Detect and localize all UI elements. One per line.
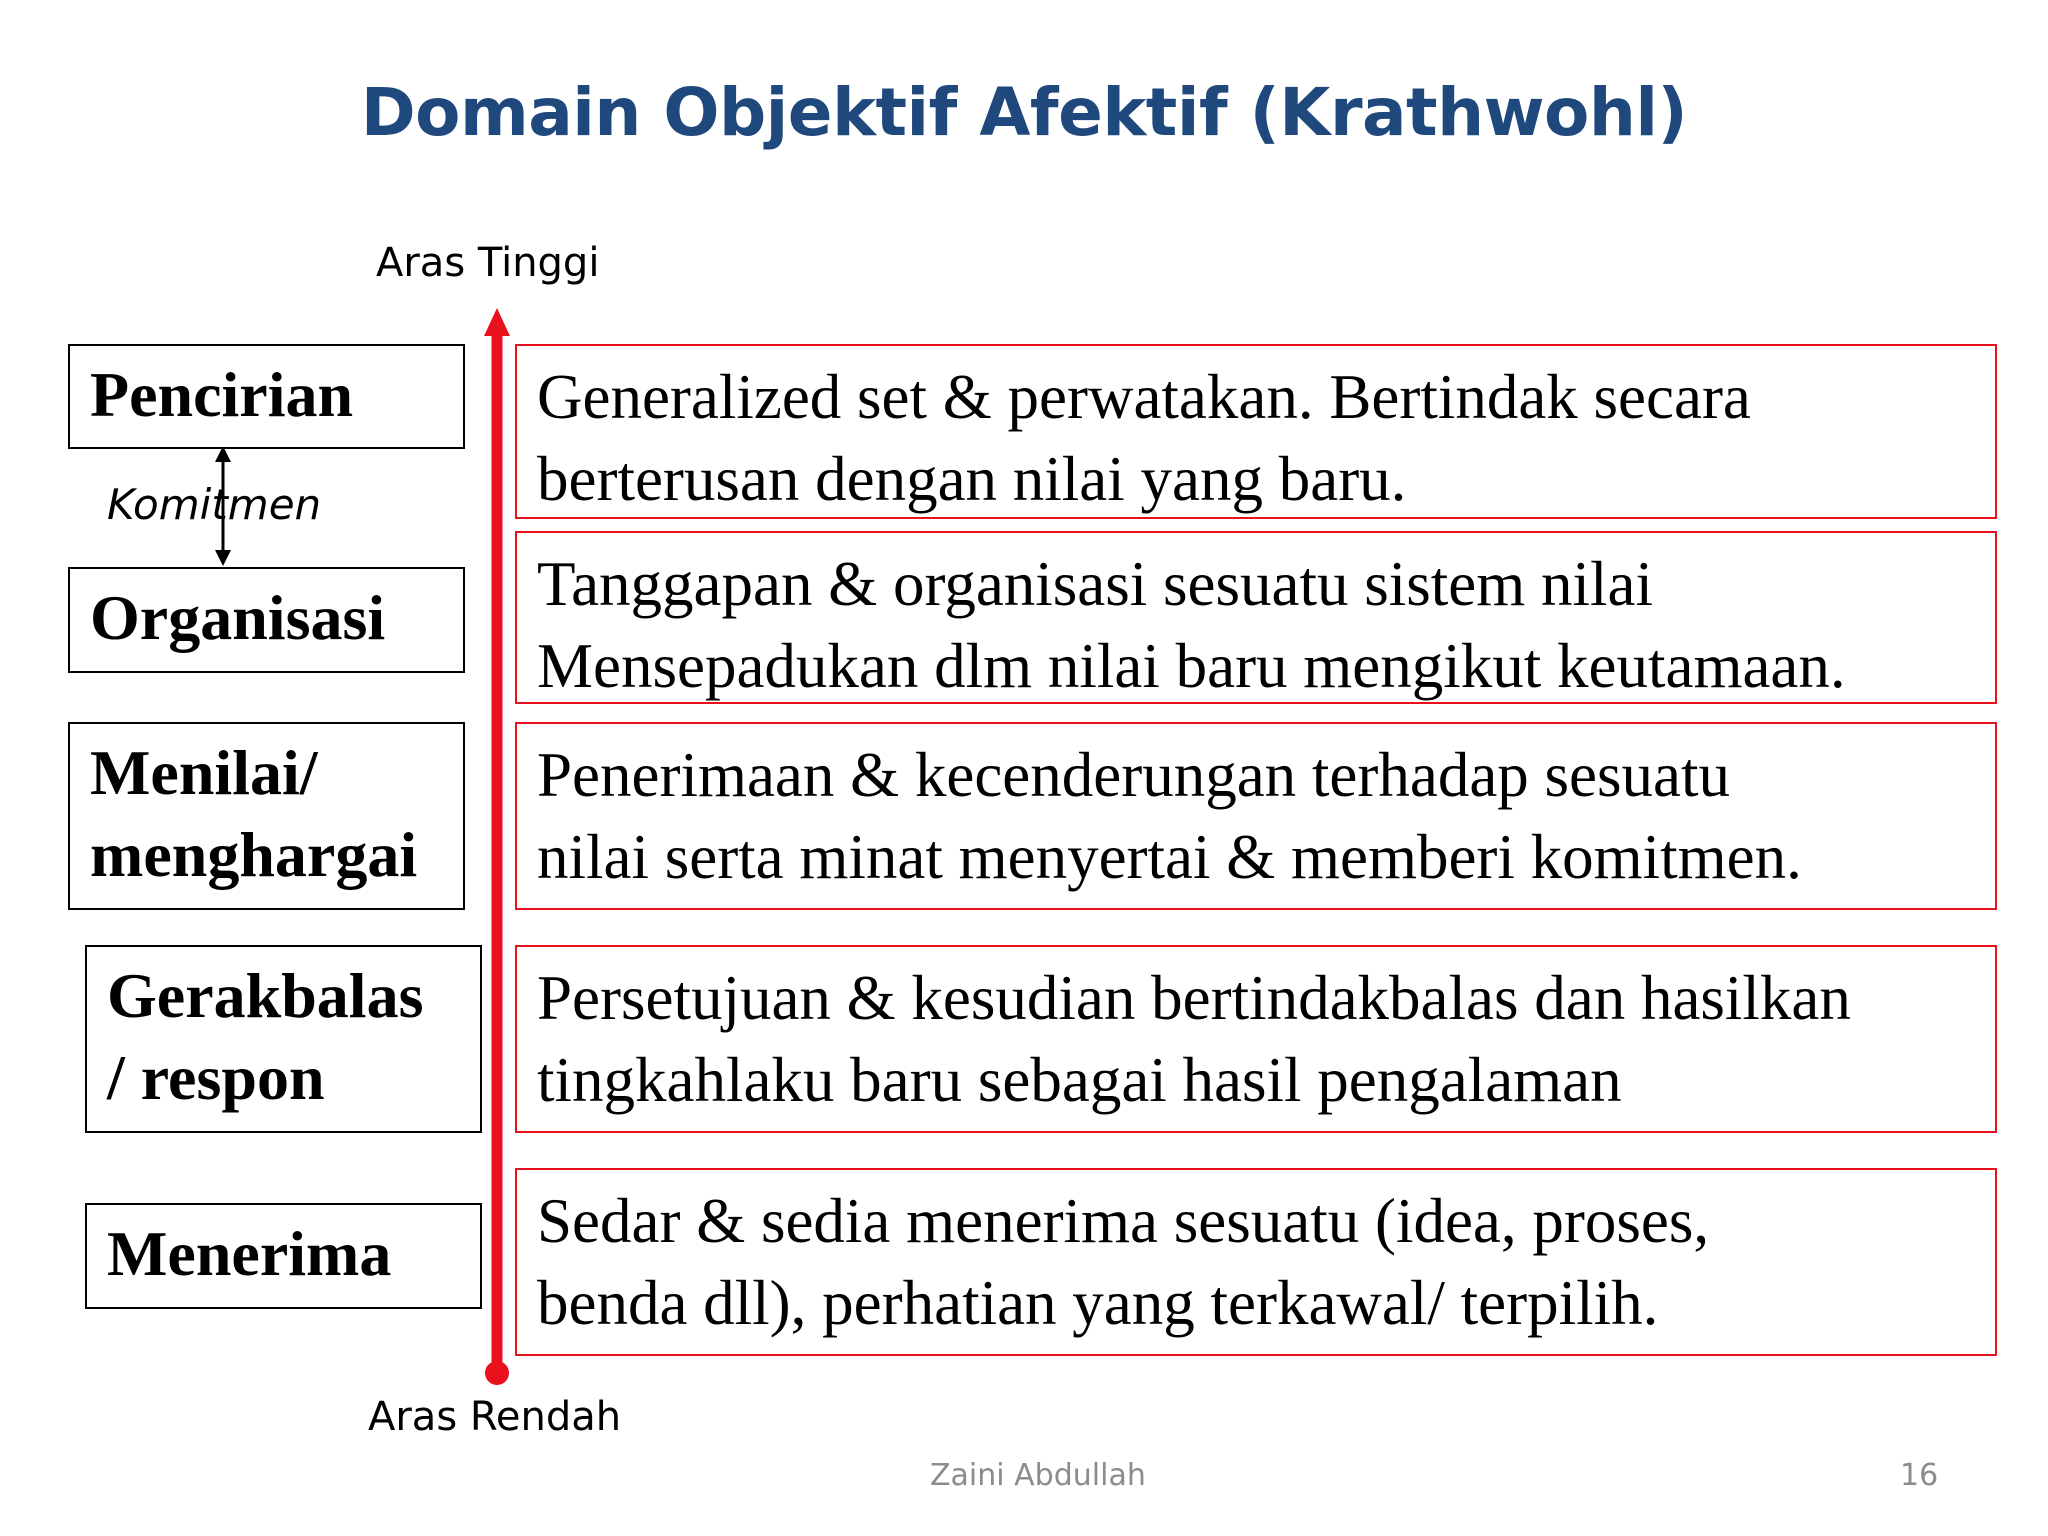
level-name-line-1: Menilai/ (90, 737, 318, 808)
slide-title: Domain Objektif Afektif (Krathwohl) (360, 74, 1688, 151)
level-box-menilai (68, 722, 465, 910)
desc-box-menilai (515, 722, 1997, 910)
level-name-line-2: / respon (107, 1042, 325, 1113)
axis-top-label: Aras Tinggi (376, 240, 600, 286)
level-name: Pencirian (90, 359, 354, 430)
axis-bottom-label: Aras Rendah (368, 1394, 622, 1440)
desc-line-1: Penerimaan & kecenderungan terhadap sesuatu (537, 740, 1731, 810)
level-name-line-1: Gerakbalas (107, 960, 424, 1031)
arrow-head-icon (484, 308, 510, 336)
komitmen-label: Komitmen (107, 480, 322, 529)
desc-line-2: tingkahlaku baru sebagai hasil pengalaman (537, 1045, 1622, 1115)
level-box-menerima (85, 1203, 482, 1309)
desc-line-2: Mensepadukan dlm nilai baru mengikut keutamaan. (537, 631, 1846, 701)
level-name: Organisasi (90, 582, 386, 653)
desc-line-1: Sedar & sedia menerima sesuatu (idea, proses, (537, 1186, 1710, 1256)
level-box-pencirian (68, 344, 465, 449)
desc-box-gerakbalas (515, 945, 1997, 1133)
level-box-organisasi (68, 567, 465, 673)
arrow-base-dot (485, 1361, 509, 1385)
desc-line-1: Tanggapan & organisasi sesuatu sistem nilai (537, 549, 1653, 619)
footer-author: Zaini Abdullah (930, 1458, 1146, 1493)
desc-box-organisasi (515, 531, 1997, 704)
desc-box-pencirian (515, 344, 1997, 519)
desc-line-1: Generalized set & perwatakan. Bertindak secara (537, 362, 1751, 432)
level-box-gerakbalas (85, 945, 482, 1133)
desc-box-menerima (515, 1168, 1997, 1356)
desc-line-2: benda dll), perhatian yang terkawal/ terpilih. (537, 1268, 1659, 1338)
page-number: 16 (1900, 1458, 1939, 1493)
desc-line-2: berterusan dengan nilai yang baru. (537, 444, 1407, 514)
level-name-line-2: menghargai (90, 819, 418, 890)
level-name: Menerima (107, 1218, 392, 1289)
desc-line-1: Persetujuan & kesudian bertindakbalas dan hasilkan (537, 963, 1851, 1033)
desc-line-2: nilai serta minat menyertai & memberi komitmen. (537, 822, 1802, 892)
